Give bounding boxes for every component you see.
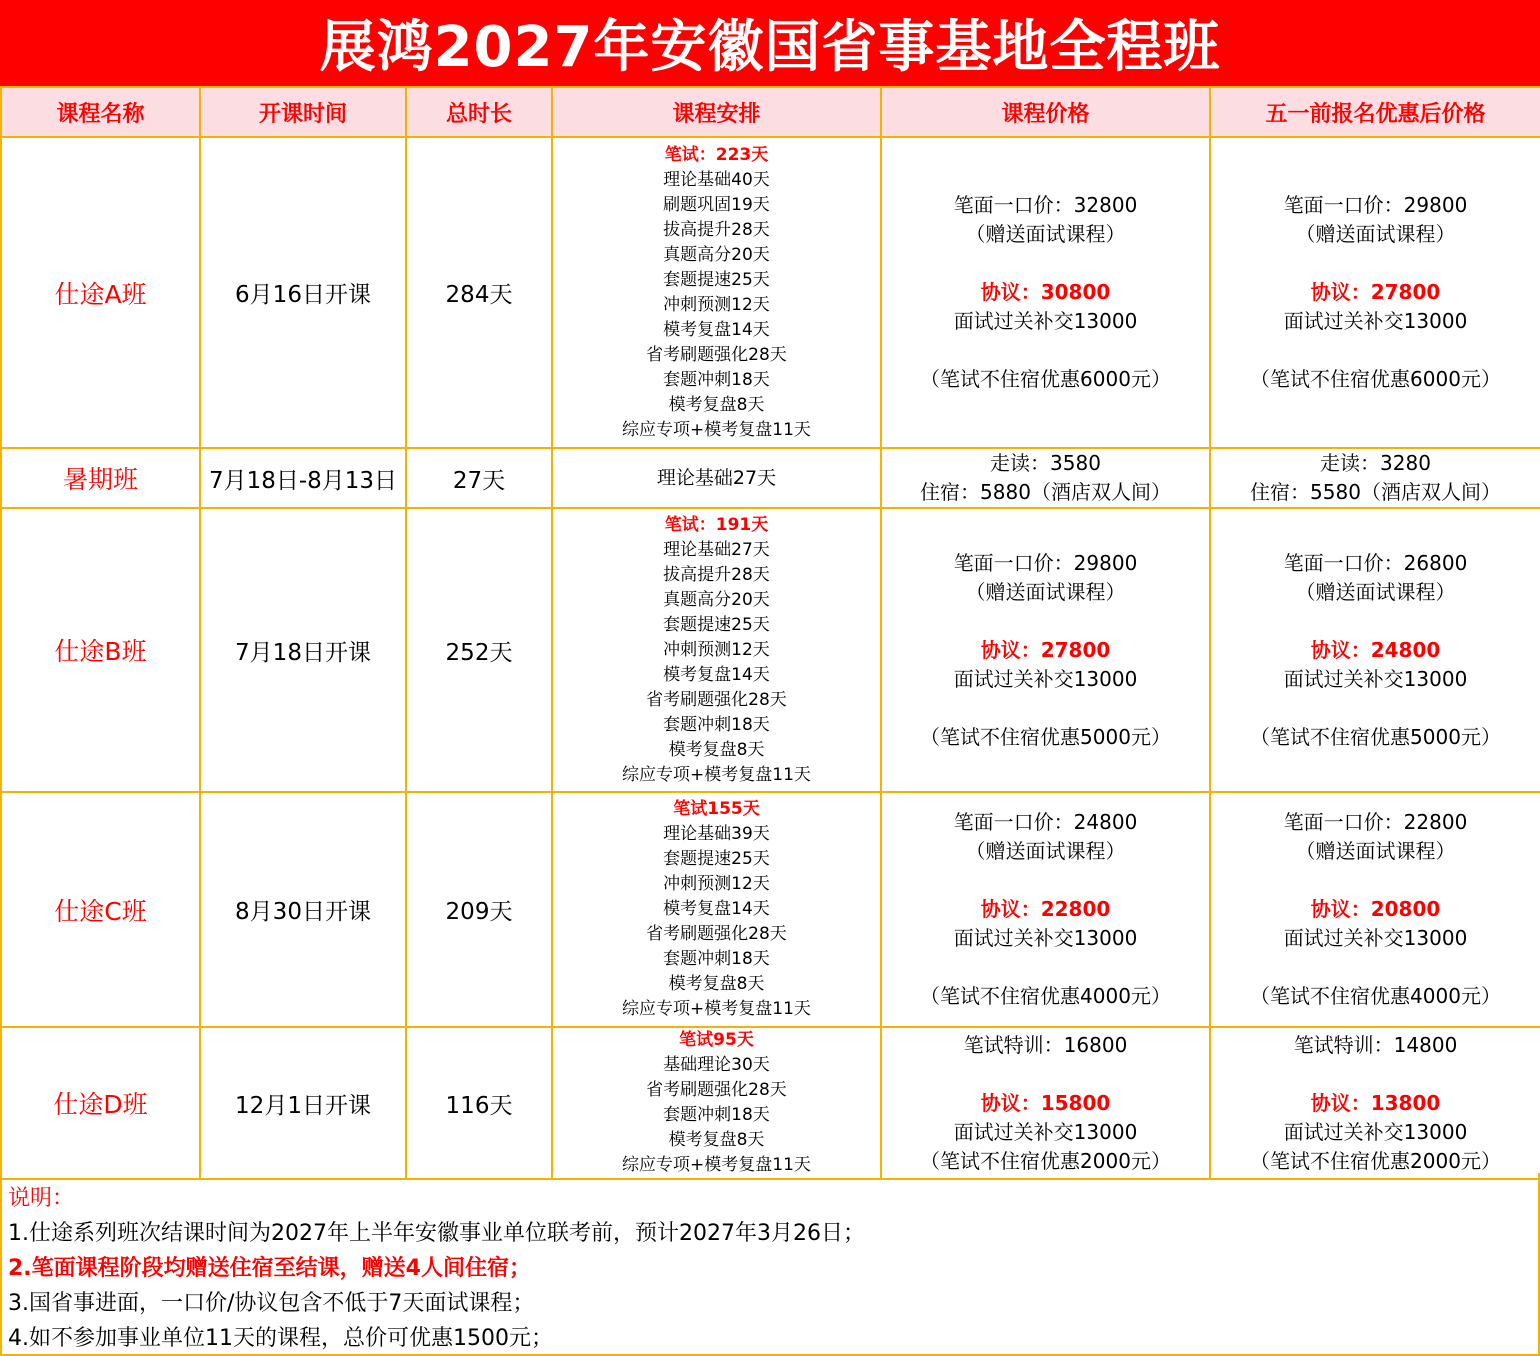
schedule-item: 刷题巩固19天: [663, 194, 770, 215]
schedule-item: 综应专项+模考复盘11天: [622, 419, 811, 440]
column-header-schedule: 课程安排: [552, 87, 881, 137]
note-item: 1.仕途系列班次结课时间为2027年上半年安徽事业单位联考前，预计2027年3月26日；: [8, 1221, 865, 1246]
schedule-item: 基础理论30天: [663, 1055, 770, 1075]
schedule-cell: 理论基础27天: [552, 448, 881, 508]
duration: 116天: [406, 1027, 552, 1179]
schedule-item: 综应专项+模考复盘11天: [622, 764, 811, 785]
start-date: 8月30日开课: [200, 792, 406, 1027]
note-item: 2.笔面课程阶段均赠送住宿至结课，赠送4人间住宿；: [8, 1256, 531, 1281]
course-table: [0, 86, 1540, 1180]
notes-label: 说明：: [8, 1186, 75, 1211]
price-note: （赠送面试课程）: [1295, 579, 1456, 604]
schedule-item: 省考刷题强化28天: [646, 689, 787, 710]
price-note: （赠送面试课程）: [1295, 222, 1456, 246]
price-note: （笔试不住宿优惠6000元）: [1250, 367, 1501, 391]
price-cell: [881, 1027, 1210, 1179]
promo-price-cell: [1210, 792, 1540, 1027]
price-line: 笔面一口价：24800: [953, 810, 1138, 834]
deal-price: 协议：30800: [980, 280, 1111, 304]
price-line: 住宿：5880（酒店双人间）: [920, 480, 1171, 504]
start-date: 7月18日开课: [200, 508, 406, 792]
price-note: （赠送面试课程）: [1295, 839, 1456, 863]
price-note: （笔试不住宿优惠2000元）: [920, 1148, 1171, 1173]
schedule-item: 套题提速25天: [663, 269, 770, 290]
schedule-cell: [552, 137, 881, 448]
schedule-item: 冲刺预测12天: [663, 294, 770, 315]
course-name: 仕途A班: [1, 137, 200, 448]
schedule-item: 模考复盘14天: [663, 664, 770, 685]
schedule-head: 笔试：191天: [664, 514, 769, 535]
schedule-head: 笔试95天: [679, 1030, 754, 1050]
schedule-item: 省考刷题强化28天: [646, 344, 787, 365]
price-line: 面试过关补交13000: [953, 309, 1138, 333]
price-line: 面试过关补交13000: [1283, 926, 1468, 950]
price-line: 笔面一口价：29800: [953, 550, 1138, 575]
price-line: 笔试特训：14800: [1293, 1032, 1458, 1057]
price-cell: [881, 137, 1210, 448]
promo-price-cell: [1210, 1027, 1540, 1179]
schedule-item: 模考复盘8天: [668, 974, 765, 994]
start-date: 7月18日-8月13日: [200, 448, 406, 508]
column-header-promo-price: 五一前报名优惠后价格: [1210, 87, 1540, 137]
duration: 27天: [406, 448, 552, 508]
schedule-item: 套题冲刺18天: [663, 1105, 770, 1125]
schedule-item: 真题高分20天: [663, 589, 770, 610]
table-row: [1, 792, 1540, 1027]
deal-price: 协议：27800: [980, 637, 1111, 662]
duration: 252天: [406, 508, 552, 792]
schedule-item: 冲刺预测12天: [663, 639, 770, 660]
table-row: [1, 137, 1540, 448]
schedule-item: 综应专项+模考复盘11天: [622, 1155, 811, 1175]
table-row: [1, 1027, 1540, 1179]
table-header-row: [1, 87, 1540, 137]
price-cell: [881, 792, 1210, 1027]
price-note: （笔试不住宿优惠4000元）: [1250, 984, 1501, 1008]
schedule-item: 冲刺预测12天: [663, 874, 770, 894]
price-cell: [881, 508, 1210, 792]
price-line: 面试过关补交13000: [953, 926, 1138, 950]
price-note: （赠送面试课程）: [965, 839, 1126, 863]
promo-price-cell: [1210, 508, 1540, 792]
price-line: 笔面一口价：22800: [1283, 810, 1468, 834]
schedule-item: 理论基础27天: [663, 539, 770, 560]
price-line: 笔面一口价：32800: [953, 193, 1138, 217]
price-note: （笔试不住宿优惠2000元）: [1250, 1148, 1501, 1173]
price-note: （笔试不住宿优惠4000元）: [920, 984, 1171, 1008]
deal-price: 协议：22800: [980, 897, 1111, 921]
start-date: 6月16日开课: [200, 137, 406, 448]
deal-price: 协议：13800: [1310, 1090, 1441, 1115]
column-header-course-name: 课程名称: [1, 87, 200, 137]
schedule-item: 理论基础40天: [663, 169, 770, 190]
schedule-head: 笔试155天: [673, 799, 760, 819]
schedule-item: 综应专项+模考复盘11天: [622, 999, 811, 1019]
notes-section: [0, 1173, 1540, 1356]
price-note: （赠送面试课程）: [965, 579, 1126, 604]
schedule-item: 套题冲刺18天: [663, 714, 770, 735]
note-item: 4.如不参加事业单位11天的课程，总价可优惠1500元；: [8, 1326, 553, 1351]
duration: 209天: [406, 792, 552, 1027]
schedule-cell: [552, 792, 881, 1027]
schedule-item: 套题冲刺18天: [663, 949, 770, 969]
price-line: 面试过关补交13000: [1283, 1119, 1468, 1144]
schedule-item: 省考刷题强化28天: [646, 924, 787, 944]
schedule-item: 真题高分20天: [663, 244, 770, 265]
price-line: 走读：3580: [990, 451, 1101, 475]
column-header-start-date: 开课时间: [200, 87, 406, 137]
schedule-item: 套题冲刺18天: [663, 369, 770, 390]
schedule-item: 拔高提升28天: [663, 564, 770, 585]
column-header-duration: 总时长: [406, 87, 552, 137]
course-name: 仕途B班: [1, 508, 200, 792]
table-row: [1, 508, 1540, 792]
page-title: 展鸿2027年安徽国省事基地全程班: [0, 0, 1540, 86]
schedule-item: 套题提速25天: [663, 614, 770, 635]
deal-price: 协议：24800: [1310, 637, 1441, 662]
schedule-item: 模考复盘14天: [663, 899, 770, 919]
schedule-cell: [552, 508, 881, 792]
price-line: 走读：3280: [1320, 451, 1431, 475]
price-line: 住宿：5580（酒店双人间）: [1250, 480, 1501, 504]
deal-price: 协议：20800: [1310, 897, 1441, 921]
deal-price: 协议：15800: [980, 1090, 1111, 1115]
price-line: 面试过关补交13000: [953, 666, 1138, 691]
price-line: 面试过关补交13000: [953, 1119, 1138, 1144]
note-item: 3.国省事进面，一口价/协议包含不低于7天面试课程；: [8, 1291, 535, 1316]
duration: 284天: [406, 137, 552, 448]
schedule-item: 拔高提升28天: [663, 219, 770, 240]
schedule-item: 模考复盘14天: [663, 319, 770, 340]
price-cell: [881, 448, 1210, 508]
schedule-item: 模考复盘8天: [668, 1130, 765, 1150]
price-note: （赠送面试课程）: [965, 222, 1126, 246]
price-note: （笔试不住宿优惠5000元）: [1250, 724, 1501, 749]
schedule-head: 笔试：223天: [664, 144, 769, 165]
start-date: 12月1日开课: [200, 1027, 406, 1179]
schedule-item: 理论基础39天: [663, 824, 770, 844]
schedule-item: 套题提速25天: [663, 849, 770, 869]
price-note: （笔试不住宿优惠6000元）: [920, 367, 1171, 391]
promo-price-cell: [1210, 448, 1540, 508]
promo-price-cell: [1210, 137, 1540, 448]
price-note: （笔试不住宿优惠5000元）: [920, 724, 1171, 749]
schedule-item: 省考刷题强化28天: [646, 1080, 787, 1100]
course-name: 仕途D班: [1, 1027, 200, 1179]
course-name: 仕途C班: [1, 792, 200, 1027]
price-line: 面试过关补交13000: [1283, 309, 1468, 333]
price-line: 笔试特训：16800: [963, 1032, 1128, 1057]
schedule-cell: [552, 1027, 881, 1179]
deal-price: 协议：27800: [1310, 280, 1441, 304]
course-name: 暑期班: [1, 448, 200, 508]
table-row: [1, 448, 1540, 508]
schedule-item: 模考复盘8天: [668, 739, 765, 760]
price-line: 面试过关补交13000: [1283, 666, 1468, 691]
price-line: 笔面一口价：29800: [1283, 193, 1468, 217]
price-line: 笔面一口价：26800: [1283, 550, 1468, 575]
column-header-price: 课程价格: [881, 87, 1210, 137]
schedule-item: 模考复盘8天: [668, 394, 765, 415]
